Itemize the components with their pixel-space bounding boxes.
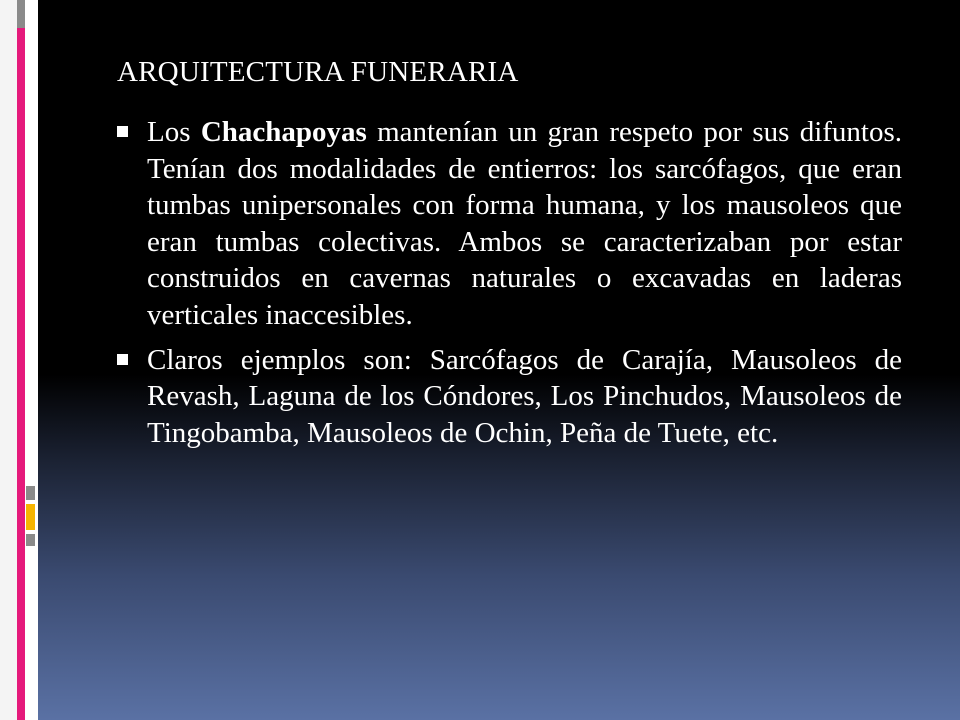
left-accent-rail-pink-block xyxy=(25,0,38,720)
bullet-list xyxy=(117,114,902,459)
bullet-item-examples xyxy=(117,342,902,452)
bullet-prefix: Los xyxy=(147,116,201,148)
left-accent-rail-gray-mark xyxy=(17,0,25,28)
left-accent-rail-pink-lower xyxy=(17,470,25,720)
bullet-item-chachapoyas xyxy=(117,114,902,334)
bullet-text: mantenían un gran respeto por sus difuntos. Tenían dos modalidades de entierros: los sarcófagos, que eran tumbas unipersonales con forma humana, y los mausoleos que eran tumbas colectivas. Ambos se caracterizaban por estar construidos en cavernas naturales o excavadas en laderas verticales inaccesibles. xyxy=(147,116,903,331)
left-accent-rail-top xyxy=(17,0,25,470)
left-accent-rail-gray-a xyxy=(26,486,35,500)
bullet-text: Claros ejemplos son: Sarcófagos de Carajía, Mausoleos de Revash, Laguna de los Cóndores, Los Pinchudos, Mausoleos de Tingobamba, Mausoleos de Ochin, Peña de Tuete, etc. xyxy=(147,343,902,449)
bullet-emphasis: Chachapoyas xyxy=(200,116,367,148)
slide-title: ARQUITECTURA FUNERARIA xyxy=(117,56,519,88)
square-bullet-icon xyxy=(117,126,128,137)
square-bullet-icon xyxy=(117,354,128,365)
left-accent-rail-gray-b xyxy=(26,534,35,546)
left-accent-rail-yellow xyxy=(26,504,35,530)
